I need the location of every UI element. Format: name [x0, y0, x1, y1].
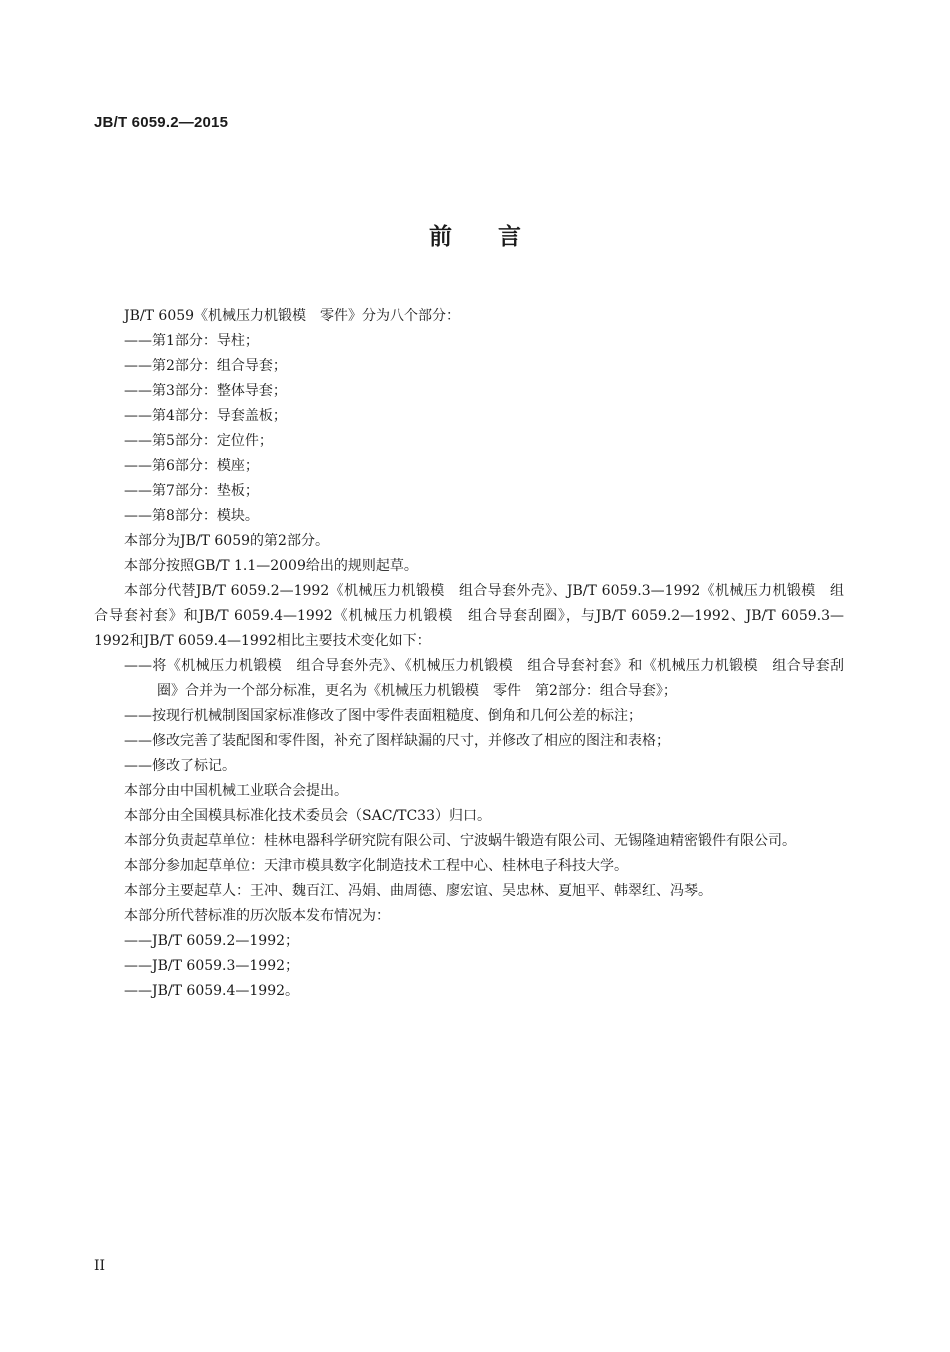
part-list-item: ——第8部分：模块。	[124, 508, 259, 524]
participating-units-paragraph: 本部分参加起草单位：天津市模具数字化制造技术工程中心、桂林电子科技大学。	[124, 858, 628, 874]
change-list-item: ——修改完善了装配图和零件图，补充了图样缺漏的尺寸，并修改了相应的图注和表格；	[124, 733, 670, 749]
change-list-item: ——按现行机械制图国家标准修改了图中零件表面粗糙度、倒角和几何公差的标注；	[124, 708, 642, 724]
part-list-item: ——第2部分：组合导套；	[124, 358, 287, 374]
standard-number: JB/T 6059.2—2015	[94, 114, 229, 131]
intro-paragraph: JB/T 6059《机械压力机锻模 零件》分为八个部分：	[124, 308, 461, 324]
page-number: II	[94, 1258, 106, 1274]
replaces-paragraph: 本部分代替JB/T 6059.2—1992《机械压力机锻模 组合导套外壳》、JB/T 6059.3—1992《机械压力机锻模 组合导套衬套》和JB/T 6059.4—1992《机械压力机锻模 组合导套刮圈》，与JB/T 6059.2—1992、JB/T 6059.3—1992和JB/T 6059.4—1992相比主要技术变化如下：	[94, 583, 844, 649]
part-list-item: ——第4部分：导套盖板；	[124, 408, 287, 424]
change-list-item: ——修改了标记。	[124, 758, 236, 774]
change-list-item: ——将《机械压力机锻模 组合导套外壳》、《机械压力机锻模 组合导套衬套》和《机械压力机锻模 组合导套刮圈》合并为一个部分标准，更名为《机械压力机锻模 零件 第2部分：组合导套》；	[124, 658, 844, 699]
history-list-item: ——JB/T 6059.4—1992。	[124, 983, 300, 999]
centralized-paragraph: 本部分由全国模具标准化技术委员会（SAC/TC33）归口。	[124, 808, 491, 824]
part-of-paragraph: 本部分为JB/T 6059的第2部分。	[124, 533, 329, 549]
drafters-paragraph: 本部分主要起草人：王冲、魏百江、冯娟、曲周德、廖宏谊、吴忠林、夏旭平、韩翠红、冯琴。	[124, 883, 712, 899]
rules-paragraph: 本部分按照GB/T 1.1—2009给出的规则起草。	[124, 558, 418, 574]
page-title: 前言	[429, 224, 567, 250]
part-list-item: ——第7部分：垫板；	[124, 483, 259, 499]
part-list-item: ——第5部分：定位件；	[124, 433, 273, 449]
part-list-item: ——第3部分：整体导套；	[124, 383, 287, 399]
history-list-item: ——JB/T 6059.2—1992；	[124, 933, 300, 949]
proposed-paragraph: 本部分由中国机械工业联合会提出。	[124, 783, 348, 799]
history-paragraph: 本部分所代替标准的历次版本发布情况为：	[124, 908, 390, 924]
drafting-units-paragraph: 本部分负责起草单位：桂林电器科学研究院有限公司、宁波蜗牛锻造有限公司、无锡隆迪精密锻件有限公司。	[124, 833, 796, 849]
part-list-item: ——第1部分：导柱；	[124, 333, 259, 349]
foreword-body	[94, 304, 844, 1004]
part-list-item: ——第6部分：模座；	[124, 458, 259, 474]
history-list-item: ——JB/T 6059.3—1992；	[124, 958, 300, 974]
